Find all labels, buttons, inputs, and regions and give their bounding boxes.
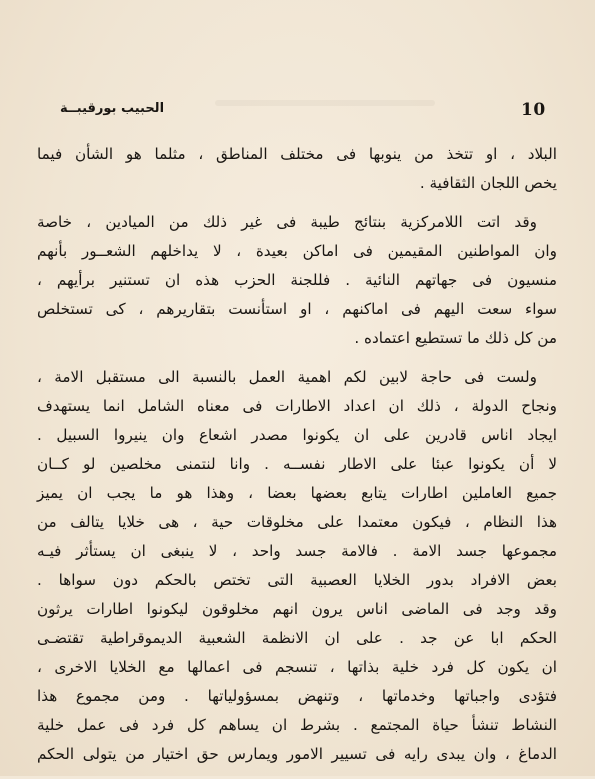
text-line: النشاط تنشأ حياة المجتمع . بشرط ان يساهم كل فرد فى عمل خلية [37, 716, 557, 734]
text-line: ولست فى حاجة لابين لكم اهمية العمل بالنسبة الى مستقبل الامة ، [37, 368, 537, 386]
text-line: وقد اتت اللامركزية بنتائج طيبة فى غير ذلك من الميادين ، خاصة [37, 213, 537, 231]
body-text [37, 140, 557, 779]
text-line: الحكم ابا عن جد . على ان الانظمة الشعبية الديموقراطية تقتضـى [37, 629, 557, 647]
text-line: جميع العاملين اطارات يتابع بعضها بعضا ، وهذا هو ما يجب ان يميز [37, 484, 557, 502]
text-line: هذا النظام ، فيكون معتمدا على مخلوقات حية ، هى خلايا يتالف من [37, 513, 557, 531]
paragraph [37, 208, 557, 353]
text-line: الدماغ ، وان يبدى رايه فى تسيير الامور ويمارس حق اختيار من يتولى الحكم [37, 745, 557, 763]
text-line: ونجاح الدولة ، ذلك ان اعداد الاطارات فى معناه الشامل انما يستهدف [37, 397, 557, 415]
text-line: وان المواطنين المقيمين فى اماكن بعيدة ، لا يداخلهم الشعــور بأنهم [37, 242, 557, 260]
text-line: منسيون فى جهاتهم النائية . فللجنة الحزب هذه ان تستنير برأيهم ، [37, 271, 557, 289]
paragraph [37, 140, 557, 198]
text-line: يخص اللجان الثقافية . [419, 174, 557, 192]
text-line: بعض الافراد بدور الخلايا العصبية التى تختص بالحكم دون سواها . [37, 571, 557, 589]
text-line: البلاد ، او تتخذ من ينوبها فى مختلف المناطق ، مثلما هو الشأن فيما [37, 145, 557, 163]
text-line: سواء سعت اليهم فى اماكنهم ، او استأنست بتقاريرهم ، كى تستخلص [37, 300, 557, 318]
text-line: من كل ذلك ما تستطيع اعتماده . [354, 329, 557, 347]
running-head: الحبيب بورقيبــة [60, 101, 165, 116]
text-line: وقد وجد فى الماضى اناس يرون انهم مخلوقون ليكونوا اطارات يرثون [37, 600, 557, 618]
text-line: مجموعها جسد الامة . فالامة جسد واحد ، لا ينبغى ان يستأثر فيـه [37, 542, 557, 560]
paragraph [37, 363, 557, 769]
text-line: لا أن يكونوا عبئا على الاطار نفســه . وانا لنتمنى مخلصين لو كــان [37, 455, 557, 473]
text-line: ايجاد اناس قادرين على ان يكونوا مصدر اشعاع وان ينيروا السبيل . [37, 426, 557, 444]
page-number: 10 [521, 100, 546, 120]
text-line: ان يكون كل فرد خلية بذاتها ، تنسجم فى اعمالها مع الخلايا الاخرى ، [37, 658, 557, 676]
show-through-shadow [215, 100, 435, 106]
text-line: فتؤدى واجباتها وخدماتها ، وتنهض بمسؤولياتها . ومن مجموع هذا [37, 687, 557, 705]
